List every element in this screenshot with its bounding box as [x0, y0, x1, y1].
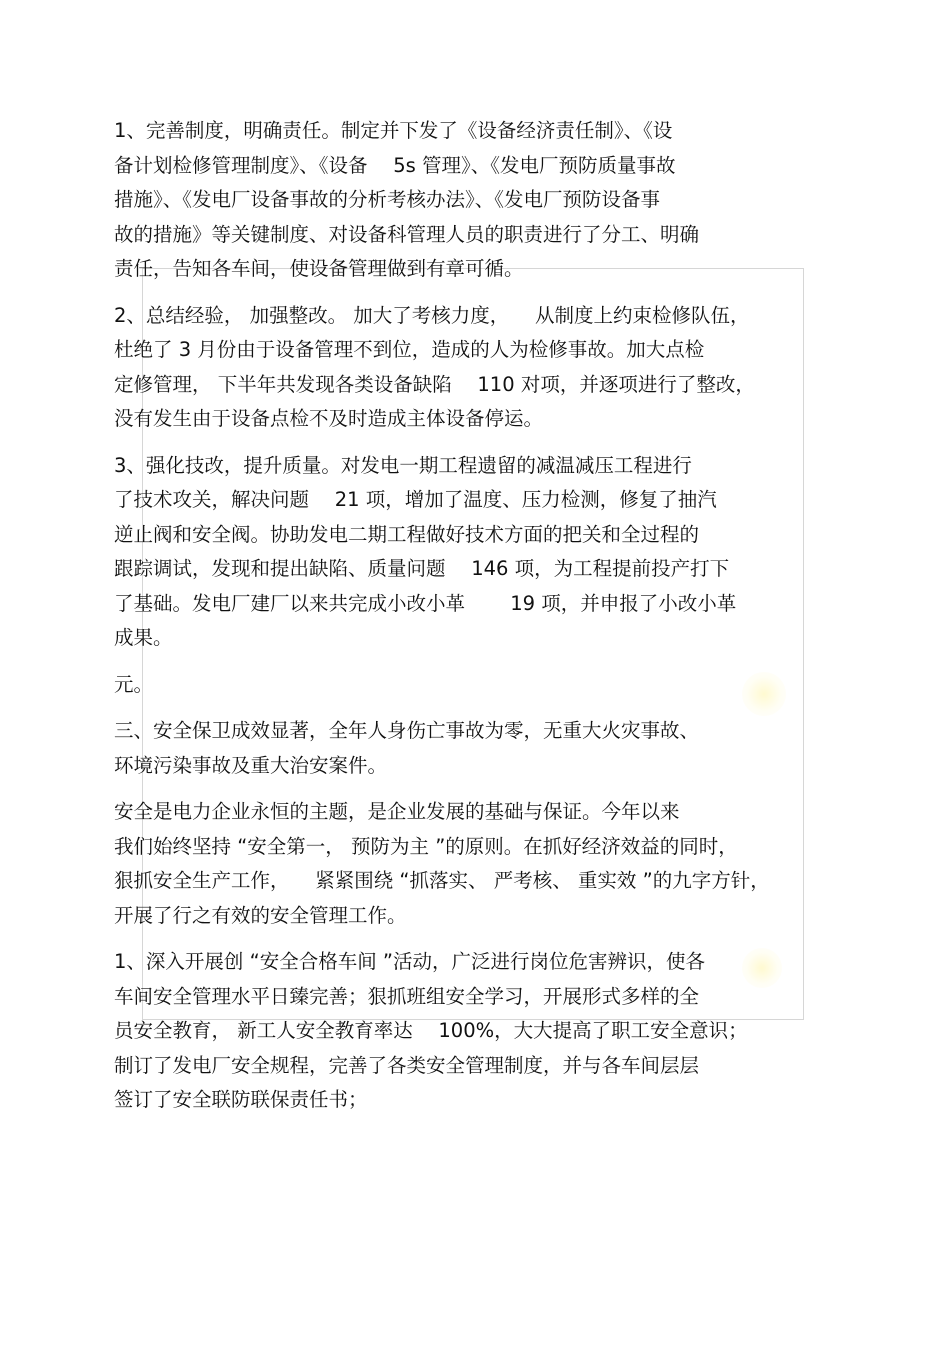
paragraph-safety-theme	[114, 795, 830, 933]
text-line: 环境污染事故及重大治安案件。	[114, 753, 388, 777]
text-line: 逆止阀和安全阀。协助发电二期工程做好技术方面的把关和全过程的	[114, 522, 700, 546]
paragraph-safety-workshop	[114, 945, 830, 1118]
text-line: 3、强化技改，提升质量。对发电一期工程遗留的减温减压工程进行	[114, 453, 692, 477]
text-line: 签订了安全联防联保责任书；	[114, 1088, 368, 1111]
text-line: 故的措施》等关键制度、对设备科管理人员的职责进行了分工、明确	[114, 222, 700, 246]
text-line: 了基础。发电厂建厂以来共完成小改小革 19 项，并申报了小改小革	[114, 591, 737, 615]
text-line: 责任，告知各车间，使设备管理做到有章可循。	[114, 257, 524, 280]
text-line: 跟踪调试，发现和提出缺陷、质量问题 146 项，为工程提前投产打下	[114, 557, 730, 580]
paragraph-gap	[114, 933, 830, 945]
text-line: 开展了行之有效的安全管理工作。	[114, 903, 407, 927]
paragraph-safety-heading	[114, 714, 830, 783]
text-line: 措施》、《发电厂设备事故的分析考核办法》、《发电厂预防设备事	[114, 188, 661, 211]
text-line: 1、完善制度，明确责任。制定并下发了《设备经济责任制》、《设	[114, 119, 673, 142]
text-line: 备计划检修管理制度》、《设备 5s 管理》、《发电厂预防质量事故	[114, 153, 676, 177]
text-line: 定修管理， 下半年共发现各类设备缺陷 110 对项，并逐项进行了整改，	[114, 372, 755, 396]
text-line: 员安全教育， 新工人安全教育率达 100%，大大提高了职工安全意识；	[114, 1019, 748, 1042]
paragraph-rectification	[114, 299, 830, 437]
text-line: 元。	[114, 672, 154, 696]
text-line: 狠抓安全生产工作， 紧紧围绕 “抓落实、 严考核、 重实效 ”的九字方针，	[114, 869, 770, 892]
paragraph-equipment-system	[114, 114, 830, 287]
text-line: 成果。	[114, 626, 173, 649]
paragraph-gap	[114, 783, 830, 795]
paragraph-fragment	[114, 668, 830, 703]
text-line: 安全是电力企业永恒的主题，是企业发展的基础与保证。今年以来	[114, 800, 680, 823]
text-line: 杜绝了 3 月份由于设备管理不到位，造成的人为检修事故。加大点检	[114, 338, 705, 361]
paragraph-gap	[114, 287, 830, 299]
text-line: 我们始终坚持 “安全第一， 预防为主 ”的原则。在抓好经济效益的同时，	[114, 834, 738, 858]
text-line: 2、总结经验， 加强整改。 加大了考核力度， 从制度上约束检修队伍，	[114, 303, 750, 327]
text-line: 没有发生由于设备点检不及时造成主体设备停运。	[114, 407, 544, 430]
paragraph-technical-renovation	[114, 449, 830, 656]
paragraph-gap	[114, 702, 830, 714]
document-body	[114, 114, 830, 1118]
paragraph-gap	[114, 437, 830, 449]
text-line: 车间安全管理水平日臻完善；狠抓班组安全学习，开展形式多样的全	[114, 984, 700, 1008]
text-line: 制订了发电厂安全规程，完善了各类安全管理制度，并与各车间层层	[114, 1053, 700, 1077]
text-line: 三、安全保卫成效显著，全年人身伤亡事故为零，无重大火灾事故、	[114, 719, 700, 742]
text-line: 1、深入开展创 “安全合格车间 ”活动，广泛进行岗位危害辨识，使各	[114, 950, 706, 973]
paragraph-gap	[114, 656, 830, 668]
text-line: 了技术攻关，解决问题 21 项，增加了温度、压力检测，修复了抽汽	[114, 488, 717, 511]
